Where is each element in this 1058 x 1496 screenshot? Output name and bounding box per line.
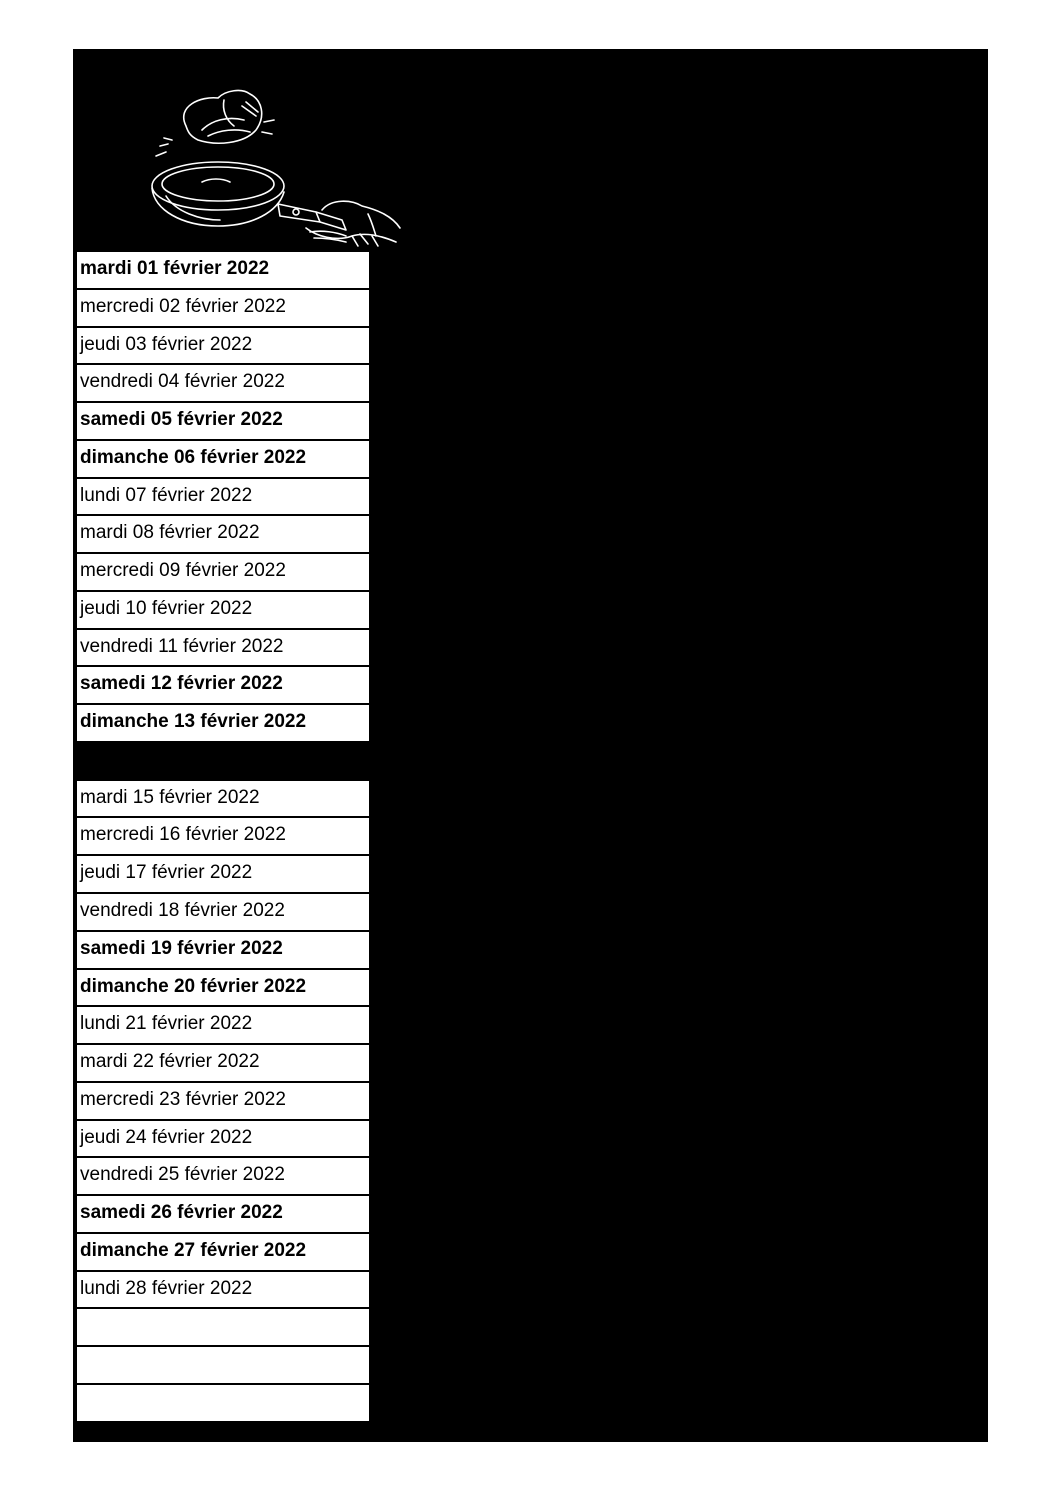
- day-row: samedi 26 février 2022: [77, 1196, 369, 1234]
- day-row: vendredi 04 février 2022: [77, 365, 369, 403]
- empty-day-row: [77, 1385, 369, 1423]
- day-row: mardi 08 février 2022: [77, 516, 369, 554]
- day-row: vendredi 25 février 2022: [77, 1158, 369, 1196]
- empty-day-row: [77, 1347, 369, 1385]
- day-row: mardi 22 février 2022: [77, 1045, 369, 1083]
- day-row: jeudi 03 février 2022: [77, 328, 369, 366]
- day-row: dimanche 27 février 2022: [77, 1234, 369, 1272]
- day-row: dimanche 20 février 2022: [77, 970, 369, 1008]
- day-row: mardi 01 février 2022: [77, 252, 369, 290]
- frying-pan-flipping-crepe-icon: [146, 86, 402, 250]
- day-row: vendredi 11 février 2022: [77, 630, 369, 668]
- day-gap-row: [77, 743, 369, 781]
- day-list: [77, 252, 369, 1423]
- day-row: lundi 07 février 2022: [77, 479, 369, 517]
- day-row: samedi 12 février 2022: [77, 667, 369, 705]
- day-row: samedi 05 février 2022: [77, 403, 369, 441]
- day-row: mercredi 09 février 2022: [77, 554, 369, 592]
- day-row: lundi 28 février 2022: [77, 1272, 369, 1310]
- day-row: dimanche 13 février 2022: [77, 705, 369, 743]
- day-row: dimanche 06 février 2022: [77, 441, 369, 479]
- day-row: vendredi 18 février 2022: [77, 894, 369, 932]
- day-row: jeudi 17 février 2022: [77, 856, 369, 894]
- day-row: mercredi 16 février 2022: [77, 818, 369, 856]
- day-row: mardi 15 février 2022: [77, 781, 369, 819]
- empty-day-row: [77, 1309, 369, 1347]
- day-row: mercredi 23 février 2022: [77, 1083, 369, 1121]
- day-row: jeudi 24 février 2022: [77, 1121, 369, 1159]
- day-row: lundi 21 février 2022: [77, 1007, 369, 1045]
- day-row: samedi 19 février 2022: [77, 932, 369, 970]
- day-row: jeudi 10 février 2022: [77, 592, 369, 630]
- day-row: mercredi 02 février 2022: [77, 290, 369, 328]
